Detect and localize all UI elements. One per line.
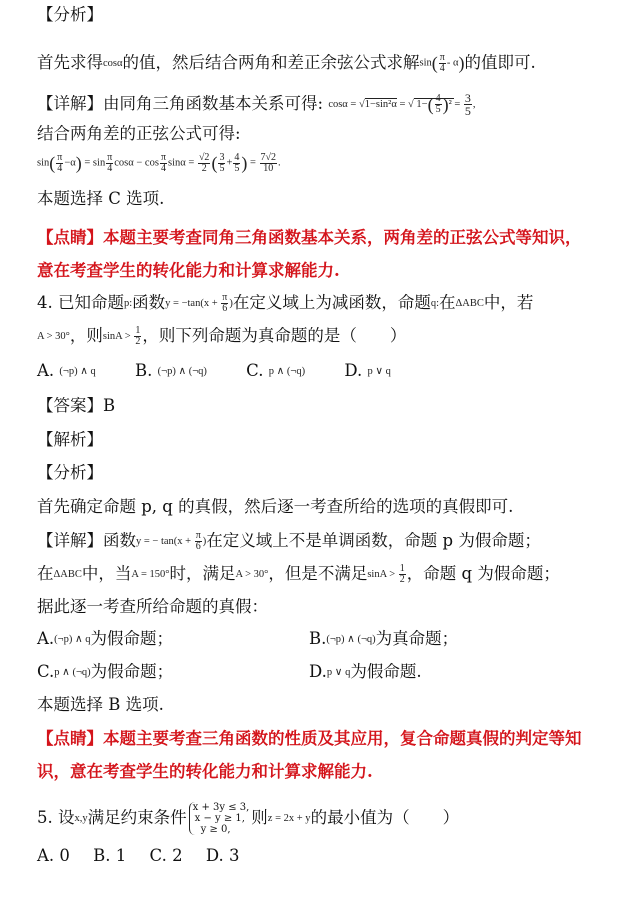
math-sin-condition: sinA > $\frac{1}{2}$ [102, 324, 141, 347]
judge-verdict: 为假命题. [350, 662, 422, 681]
judge-row-2 [37, 661, 620, 684]
question-4-stem-line-1 [37, 292, 620, 315]
math-sin-difference-formula: sin( $\frac{\pi}{4}$ −α) = sin $\frac{\pi}{4}$ cosα − cos $\frac{\pi}{4}$ sinα = $\frac{√2}{2}$ ( $\frac{3}{5}$ + $\frac{4}{5}$ ) = $\frac{7√2}{10}$ . [37, 151, 281, 174]
option-expr: (¬p) ∧ (¬q) [157, 365, 207, 377]
option-letter: B. [93, 846, 111, 865]
option-c [150, 846, 183, 865]
judge-expr: (¬p) ∧ (¬q) [326, 633, 376, 645]
q4-text: 在定义域上为减函数，命题 [232, 293, 431, 312]
math-angle-value: A = 150° [131, 568, 170, 580]
option-value: 2 [172, 846, 183, 865]
math-sin-condition: sinA > $\frac{1}{2}$ [367, 562, 405, 585]
detail-text: 在定义域上不是单调函数，命题 p 为假命题； [206, 531, 541, 550]
option-expr: p ∨ q [367, 365, 391, 377]
option-letter: D. [205, 846, 224, 865]
solution-heading: 【解析】 [37, 430, 103, 449]
question-4-stem-line-2 [37, 325, 620, 348]
math-triangle: ΔABC [455, 297, 484, 309]
detail-line-2: 结合两角差的正弦公式可得: [37, 124, 241, 143]
math-p: p: [124, 297, 133, 309]
option-letter: C. [149, 846, 167, 865]
detail-label: 【详解】 [37, 94, 103, 113]
option-letter: C. [246, 361, 264, 380]
option-value: 3 [228, 846, 240, 865]
math-angle-condition: A > 30° [37, 330, 70, 342]
math-q: q: [430, 297, 439, 309]
constraint-2: x − y ≥ 1, [194, 813, 245, 824]
comment-label: 【点睛】 [37, 228, 103, 247]
q4-text: 在 [439, 293, 456, 312]
answer-choice-line: 本题选择 C 选项. [37, 189, 165, 208]
judge-row-1 [37, 628, 620, 651]
option-expr: (¬p) ∧ q [59, 365, 96, 377]
option-c [246, 360, 305, 383]
judge-letter: C. [37, 662, 55, 681]
analysis-heading-q4: 【分析】 [37, 463, 103, 482]
detail-line-q4-1 [37, 530, 620, 553]
judge-verdict: 为真命题； [375, 629, 459, 648]
constraint-system [189, 802, 250, 835]
analysis-heading [37, 4, 620, 26]
judge-letter: A. [37, 629, 55, 648]
option-a [37, 846, 70, 865]
judge-c [37, 662, 173, 681]
math-xy: x,y [74, 812, 88, 824]
analysis-text-part: 首先求得 [37, 53, 103, 72]
detail-text: ，但是不满足 [268, 564, 368, 583]
detail-text: 由同角三角函数基本关系可得: [103, 94, 324, 113]
answer-heading: 【答案】B [37, 396, 116, 415]
answer-choice-line-q4: 本题选择 B 选项. [37, 695, 164, 714]
comment-line-2: 意在考查学生的转化能力和计算求解能力. [37, 261, 340, 280]
detail-text: 在 [37, 564, 54, 583]
analysis-text [37, 52, 620, 75]
judge-b [309, 628, 458, 651]
q5-text: 则 [251, 808, 268, 827]
analysis-label: 【分析】 [37, 5, 103, 24]
analysis-text-part: 的值即可. [464, 53, 536, 72]
question-5-stem [37, 802, 620, 835]
detail-text: 函数 [103, 531, 136, 550]
q4-text: ，则 [69, 326, 103, 345]
detail-line-q4-2 [37, 563, 620, 586]
judge-a [37, 629, 173, 648]
formula-line [37, 152, 620, 175]
comment-text: 本题主要考查同角三角函数基本关系，两角差的正弦公式等知识， [103, 228, 582, 247]
option-expr: p ∧ (¬q) [268, 365, 306, 377]
comment-label: 【点睛】 [37, 729, 103, 748]
math-tan-function: y = − tan(x + $\frac{\pi}{6}$ ) [136, 529, 207, 552]
q4-text: 函数 [132, 293, 166, 312]
judge-d [309, 661, 422, 684]
detail-line-q4-3: 据此逐一考查所给命题的真假： [37, 597, 268, 616]
option-letter: A. [37, 361, 55, 380]
option-b [135, 360, 207, 383]
detail-text: ，命题 q 为假命题； [406, 564, 560, 583]
option-d [344, 360, 391, 383]
math-tan-function: y = −tan(x + $\frac{\pi}{6}$ ) [165, 291, 233, 314]
constraint-3: y ≥ 0, [200, 824, 231, 835]
q4-text: 4. 已知命题 [37, 293, 124, 312]
q4-text: ，则下列命题为真命题的是（ ） [142, 326, 407, 345]
comment-line-1 [37, 227, 620, 249]
detail-text: 时，满足 [169, 564, 236, 583]
judge-verdict: 为假命题； [90, 629, 174, 648]
math-angle-condition: A > 30° [235, 568, 269, 580]
q5-text: 的最小值为（ ） [310, 808, 460, 827]
comment-text: 本题主要考查三角函数的性质及其应用，复合命题真假的判定等知 [103, 729, 582, 748]
judge-expr: p ∧ (¬q) [54, 666, 91, 678]
option-letter: D. [344, 361, 363, 380]
question-5-options [37, 845, 620, 867]
judge-letter: B. [309, 629, 327, 648]
detail-text: 中，当 [81, 564, 132, 583]
judge-expr: (¬p) ∧ q [54, 633, 91, 645]
constraint-1: x + 3y ≤ 3, [192, 802, 250, 813]
question-4-options [37, 360, 620, 383]
q5-text: 满足约束条件 [87, 808, 187, 827]
analysis-text-q4: 首先确定命题 p, q 的真假，然后逐一考查所给的选项的真假即可. [37, 497, 514, 516]
q4-text: 中，若 [483, 293, 534, 312]
analysis-text-part: 的值，然后结合两角和差正余弦公式求解 [122, 53, 420, 72]
option-letter: A. [37, 846, 55, 865]
option-value: 1 [115, 846, 127, 865]
q5-text: 5. 设 [37, 808, 75, 827]
comment-line-q4-2: 识，意在考查学生的转化能力和计算求解能力. [37, 762, 373, 781]
detail-label: 【详解】 [37, 531, 103, 550]
option-b [93, 846, 126, 865]
comment-line-q4-1 [37, 728, 620, 750]
detail-line-1 [37, 92, 620, 117]
option-letter: B. [135, 361, 153, 380]
option-value: 0 [59, 846, 70, 865]
judge-expr: p ∨ q [326, 666, 351, 678]
option-d [206, 846, 240, 865]
math-cos-alpha: cosα [103, 57, 123, 69]
judge-letter: D. [309, 662, 327, 681]
option-a [37, 360, 96, 383]
judge-verdict: 为假命题； [90, 662, 174, 681]
math-cos-derivation: cosα = √1−sin²α = √ 1−( $\frac{4}{5}$ )² = $\frac{3}{5}$ , [328, 91, 476, 118]
math-sin-expression: sin( $\frac{\pi}{4}$ - α) [419, 51, 465, 74]
math-triangle: ΔABC [53, 568, 82, 580]
math-objective: z = 2x + y [267, 812, 311, 824]
